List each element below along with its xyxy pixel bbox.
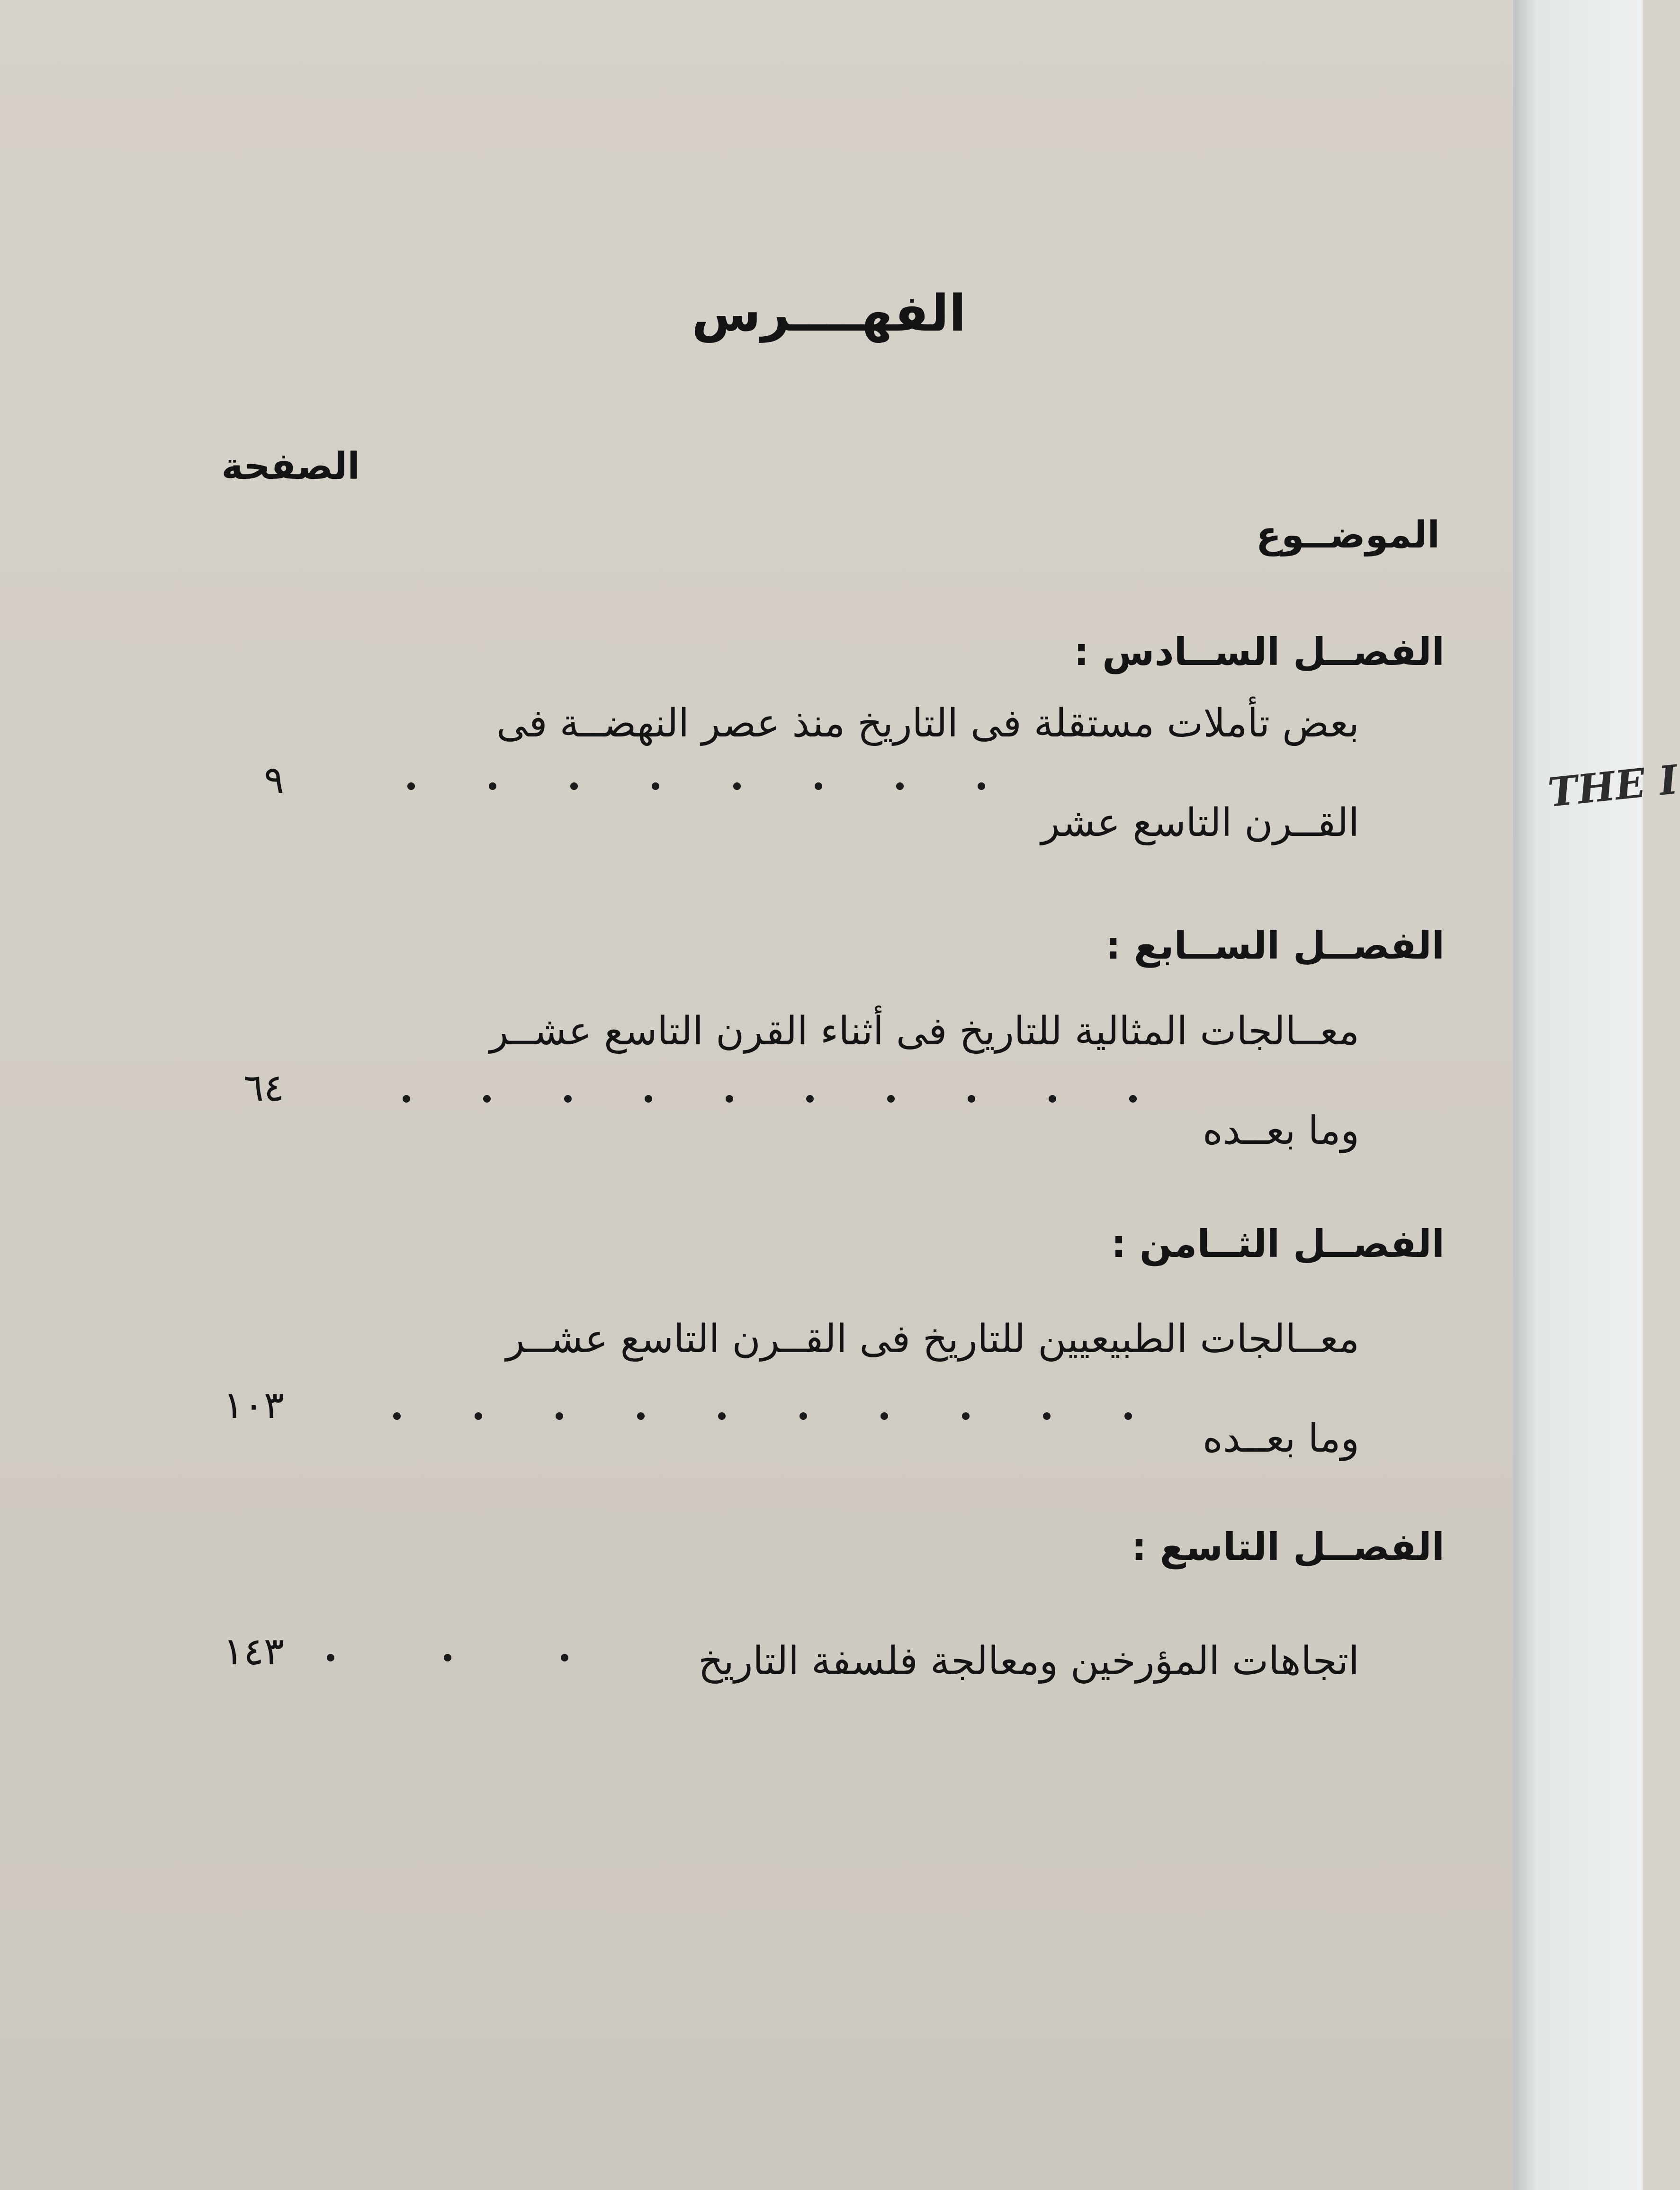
chapter-heading: الفصــل الثــامن : <box>1111 1222 1445 1266</box>
chapter-heading: الفصــل الســادس : <box>1074 630 1445 674</box>
entry-title-line: معــالجات الطبيعيين للتاريخ فى القــرن التاسع عشــر <box>506 1317 1359 1362</box>
page-number: ١٠٣ <box>223 1383 284 1427</box>
adjacent-page-edge <box>1513 0 1643 2190</box>
entry-title-line: اتجاهات المؤرخين ومعالجة فلسفة التاريخ <box>698 1639 1359 1684</box>
leader-dots <box>407 772 985 800</box>
entry-title-line: وما بعــده <box>1202 1416 1359 1461</box>
entry-title-line: بعض تأملات مستقلة فى التاريخ منذ عصر النهضــة فى <box>496 701 1359 746</box>
page-column-heading: الصفحة <box>221 445 360 488</box>
page-title: الفهــــرس <box>692 284 966 342</box>
chapter-heading: الفصــل التاسع : <box>1131 1525 1445 1569</box>
adjacent-page-text: THE I <box>1545 755 1680 817</box>
entry-title-line: وما بعــده <box>1202 1108 1359 1153</box>
page-number: ٦٤ <box>243 1066 284 1110</box>
leader-dots <box>327 1643 568 1672</box>
chapter-heading: الفصــل الســابع : <box>1105 924 1445 968</box>
topic-column-heading: الموضــوع <box>1256 514 1440 556</box>
page-number: ١٤٣ <box>223 1629 284 1673</box>
page-number: ٩ <box>264 758 284 802</box>
entry-title-line: القــرن التاسع عشر <box>1041 800 1359 845</box>
entry-title-line: معــالجات المثالية للتاريخ فى أثناء القرن التاسع عشــر <box>489 1009 1359 1054</box>
